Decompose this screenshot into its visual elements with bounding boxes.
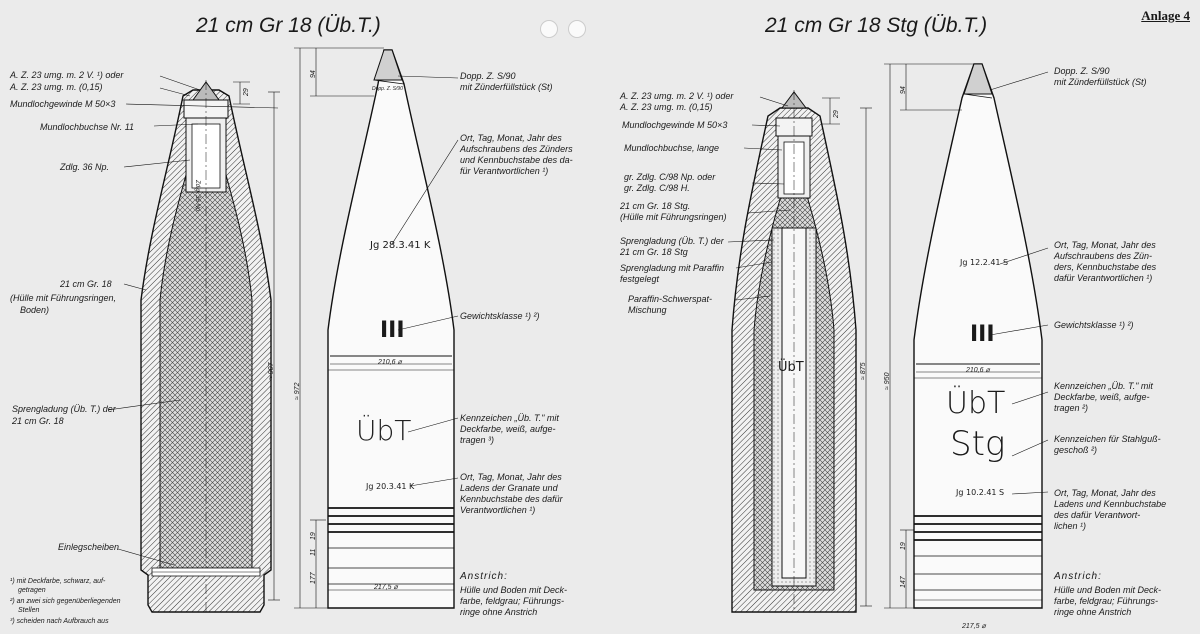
left-dim-19: 19 — [310, 532, 317, 540]
left-label-kenn3: tragen ³) — [460, 435, 495, 445]
left-label-ort4: für Verantwortlichen ¹) — [460, 166, 549, 176]
right-label-kenn2: Deckfarbe, weiß, aufge- — [1054, 392, 1150, 402]
right-label-an1: Anstrich: — [1054, 571, 1102, 582]
left-footnote-3: ³) scheiden nach Aufbrauch aus — [10, 618, 109, 625]
right-dim-94: 94 — [900, 86, 907, 94]
right-dim-19: 19 — [900, 542, 907, 550]
left-dim-972: ≈ 972 — [294, 382, 301, 400]
left-ubt-mark: ÜbT — [356, 414, 412, 447]
left-label-lad2: Ladens der Granate und — [460, 483, 558, 493]
right-label-kenn1: Kennzeichen „Üb. T." mit — [1054, 381, 1153, 391]
right-label-lad3: des dafür Verantwort- — [1054, 510, 1141, 520]
right-label-gr1: 21 cm Gr. 18 Stg. — [620, 201, 691, 211]
anlage-label: Anlage 4 — [1141, 8, 1190, 23]
right-label-dopp2: mit Zünderfüllstück (St) — [1054, 77, 1147, 87]
right-label-gewinde: Mundlochgewinde M 50×3 — [622, 120, 728, 130]
left-title: 21 cm Gr 18 (Üb.T.) — [196, 14, 381, 37]
left-label-an4: ringe ohne Anstrich — [460, 607, 538, 617]
left-stamp-bottom: Jg 20.3.41 K — [366, 482, 415, 491]
left-label-gr2: (Hülle mit Führungsringen, — [10, 293, 117, 303]
right-label-kenn3: tragen ²) — [1054, 403, 1089, 413]
left-fuze-stamp: Dopp. Z. S/90 — [372, 86, 403, 92]
right-label-az2: A. Z. 23 umg. m. (0,15) — [620, 102, 713, 112]
right-label-lad4: lichen ¹) — [1054, 521, 1087, 531]
right-label-ort1: Ort, Tag, Monat, Jahr des — [1054, 240, 1156, 250]
right-label-zdlg1: gr. Zdlg. C/98 Np. oder — [624, 172, 716, 182]
right-label-stahl1: Kennzeichen für Stahlguß- — [1054, 434, 1161, 444]
left-label-az2: A. Z. 23 umg. m. (0,15) — [10, 82, 103, 92]
left-dim-94: 94 — [310, 70, 317, 78]
right-ubt-mark: ÜbT — [946, 386, 1006, 421]
right-section-shell — [732, 90, 856, 612]
left-class-mark: III — [380, 318, 405, 343]
left-charge-text: Zdlg. 36 Np. — [194, 180, 200, 213]
right-label-stahl2: geschoß ²) — [1054, 445, 1098, 455]
left-footnote-1b: getragen — [18, 587, 46, 594]
left-label-an2: Hülle und Boden mit Deck- — [460, 585, 568, 595]
left-dim-177: 177 — [310, 572, 317, 584]
left-label-gewinde: Mundlochgewinde M 50×3 — [10, 99, 116, 109]
left-stamp-top: Jg 28.3.41 K — [370, 240, 431, 251]
right-label-ort2: Aufschraubens des Zün- — [1054, 251, 1153, 261]
right-label-mis2: Mischung — [628, 305, 667, 315]
right-inner-ubt: ÜbT — [778, 360, 804, 375]
left-label-ort2: Aufschraubens des Zünders — [460, 144, 573, 154]
right-label-spreng1: Sprengladung (Üb. T.) der — [620, 236, 724, 246]
right-dim-147: 147 — [900, 576, 907, 588]
right-class-mark: III — [970, 322, 995, 347]
left-footnote-2b: Stellen — [18, 607, 40, 614]
right-stamp-top: Jg 12.2.41 S — [960, 258, 1009, 267]
left-label-kenn1: Kennzeichen „Üb. T." mit — [460, 413, 559, 423]
left-label-lad4: Verantwortlichen ¹) — [460, 505, 536, 515]
right-label-gew: Gewichtsklasse ¹) ²) — [1054, 320, 1134, 330]
left-label-an1: Anstrich: — [460, 571, 508, 582]
left-section-shell — [141, 80, 271, 612]
right-title: 21 cm Gr 18 Stg (Üb.T.) — [765, 14, 988, 37]
left-label-ort3: und Kennbuchstabe des da- — [460, 155, 573, 165]
right-label-buchse: Mundlochbuchse, lange — [624, 143, 720, 153]
right-label-ort4: dafür Verantwortlichen ¹) — [1054, 273, 1153, 283]
left-label-dopp2: mit Zünderfüllstück (St) — [460, 82, 553, 92]
right-stamp-bottom: Jg 10.2.41 S — [956, 488, 1005, 497]
left-label-kenn2: Deckfarbe, weiß, aufge- — [460, 424, 556, 434]
left-label-gr1: 21 cm Gr. 18 — [60, 279, 112, 289]
left-label-lad3: Kennbuchstabe des dafür — [460, 494, 563, 504]
left-label-ort1: Ort, Tag, Monat, Jahr des — [460, 133, 562, 143]
left-footnote-1: ¹) mit Deckfarbe, schwarz, auf- — [10, 578, 106, 585]
right-label-zdlg2: gr. Zdlg. C/98 H. — [624, 183, 690, 193]
left-label-spreng2: 21 cm Gr. 18 — [12, 416, 64, 426]
right-dim-210: 210,6 ⌀ — [966, 367, 990, 374]
left-dim-11: 11 — [310, 548, 317, 556]
left-dim-29: 29 — [243, 88, 250, 96]
left-dim-217: 217,5 ⌀ — [374, 584, 398, 591]
right-dim-217: 217,5 ⌀ — [962, 623, 986, 630]
left-label-an3: farbe, feldgrau; Führungs- — [460, 596, 565, 606]
left-label-gr3: Boden) — [20, 305, 50, 315]
left-footnote-2: ²) an zwei sich gegenüberliegenden — [10, 598, 121, 605]
left-label-az1: A. Z. 23 umg. m. 2 V. ¹) oder — [10, 70, 124, 80]
right-label-mis1: Paraffin-Schwerspat- — [628, 294, 713, 304]
right-label-lad2: Ladens und Kennbuchstabe — [1054, 499, 1167, 509]
right-label-par1: Sprengladung mit Paraffin — [620, 263, 725, 273]
right-label-an4: ringe ohne Anstrich — [1054, 607, 1132, 617]
left-label-zdlg: Zdlg. 36 Np. — [60, 162, 110, 172]
right-dim-950: ≈ 950 — [884, 372, 891, 390]
right-stg-mark: Stg — [950, 424, 1006, 464]
right-dim-875: ≈ 875 — [860, 362, 867, 380]
left-label-gew: Gewichtsklasse ¹) ²) — [460, 311, 540, 321]
left-dim-907: ≈ 907 — [268, 362, 275, 380]
right-label-spreng2: 21 cm Gr. 18 Stg — [620, 247, 688, 257]
left-dim-210: 210,6 ⌀ — [378, 359, 402, 366]
left-label-spreng1: Sprengladung (Üb. T.) der — [12, 404, 116, 414]
left-label-einleg: Einlegscheiben — [58, 542, 120, 552]
right-label-gr2: (Hülle mit Führungsringen) — [620, 212, 727, 222]
left-label-lad1: Ort, Tag, Monat, Jahr des — [460, 472, 562, 482]
left-label-buchse: Mundlochbuchse Nr. 11 — [40, 122, 135, 132]
right-label-ort3: ders, Kennbuchstabe des — [1054, 262, 1157, 272]
left-label-dopp1: Dopp. Z. S/90 — [460, 71, 516, 81]
right-label-an2: Hülle und Boden mit Deck- — [1054, 585, 1162, 595]
right-label-az1: A. Z. 23 umg. m. 2 V. ¹) oder — [620, 91, 734, 101]
right-label-par2: festgelegt — [620, 274, 660, 284]
right-label-lad1: Ort, Tag, Monat, Jahr des — [1054, 488, 1156, 498]
right-label-an3: farbe, feldgrau; Führungs- — [1054, 596, 1159, 606]
right-label-dopp1: Dopp. Z. S/90 — [1054, 66, 1110, 76]
right-dim-29: 29 — [833, 110, 840, 118]
